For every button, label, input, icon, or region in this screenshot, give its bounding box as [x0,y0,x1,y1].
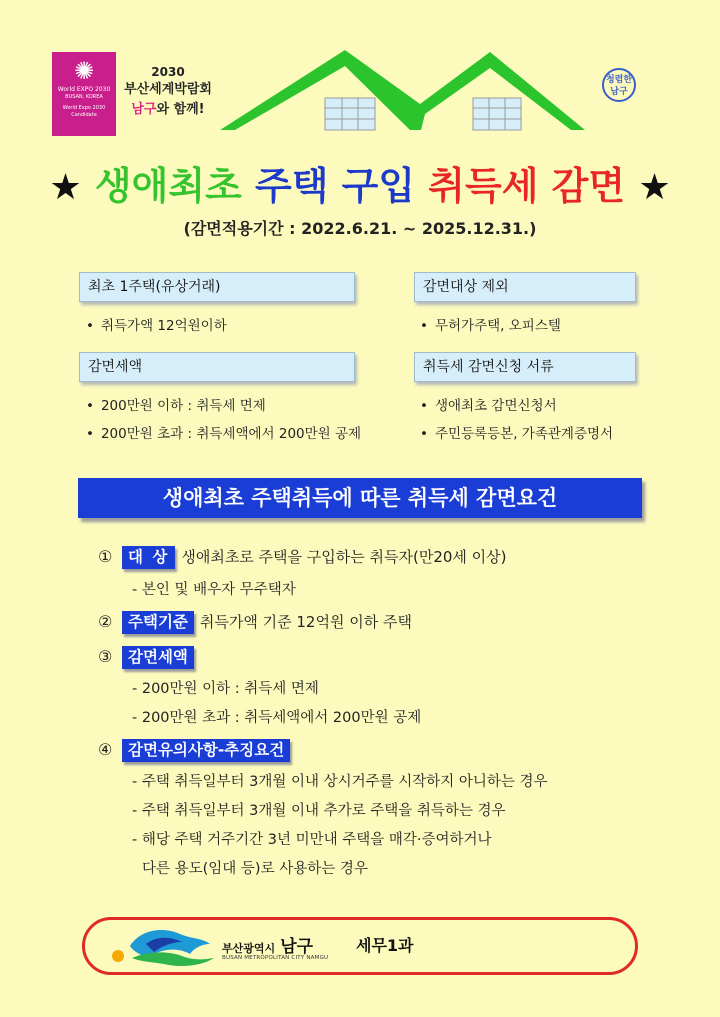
info-item: • 200만원 이하 : 취득세 면제 [86,398,266,414]
expo-badge-line3: World Expo 2030 Candidate [62,105,106,118]
requirement-2 [98,611,412,634]
expo-tagline [118,100,218,120]
requirement-tag: 감면세액 [122,646,194,669]
window-left-icon [325,98,375,130]
title-part3: 취득세 감면 [428,164,626,208]
requirement-sub: - 본인 및 배우자 무주택자 [132,582,296,598]
info-item: • 200만원 초과 : 취득세액에서 200만원 공제 [86,426,362,442]
requirement-tag: 감면유의사항-추징요건 [122,739,290,762]
expo-tagline-district: 남구 [131,102,157,117]
city-name: 부산광역시 [222,942,276,955]
requirements-banner: 생애최초 주택취득에 따른 취득세 감면요건 [78,478,642,518]
requirement-sub: - 200만원 이하 : 취득세 면제 [132,681,319,697]
requirement-number: ④ [98,740,113,759]
requirement-text: 취득가액 기준 12억원 이하 주택 [199,613,412,631]
info-item: • 생애최초 감면신청서 [420,398,557,414]
requirement-sub: 다른 용도(임대 등)로 사용하는 경우 [142,861,368,877]
expo-text [118,64,218,120]
district-english-name: BUSAN METROPOLITAN CITY NAMGU [222,955,329,961]
star-right-icon: ★ [638,167,671,208]
info-item: • 무허가주택, 오피스텔 [420,318,561,334]
expo-name: 부산세계박람회 [124,82,212,97]
requirement-sub: - 주택 취득일부터 3개월 이내 상시거주를 시작하지 아니하는 경우 [132,774,548,790]
info-item: • 주민등록등본, 가족관계증명서 [420,426,614,442]
requirement-4 [98,739,296,762]
requirement-tag: 주택기준 [122,611,194,634]
requirement-sub: - 200만원 초과 : 취득세액에서 200만원 공제 [132,710,422,726]
expo-badge-line2: BUSAN, KOREA [65,94,103,100]
info-header-documents: 취득세 감면신청 서류 [414,352,636,382]
requirement-1 [98,546,507,569]
requirement-text: 생애최초로 주택을 구입하는 취득자(만20세 이상) [181,548,507,566]
application-period: (감면적용기간 : 2022.6.21. ~ 2025.12.31.) [183,219,537,238]
expo-tagline-suffix: 와 함께! [156,102,205,117]
info-header-reduction-amount: 감면세액 [79,352,355,382]
requirement-sub: - 주택 취득일부터 3개월 이내 추가로 주택을 취득하는 경우 [132,803,506,819]
integrity-slogan-logo: 청렴한 남구 [602,68,636,102]
info-header-first-house: 최초 1주택(유상거래) [79,272,355,302]
expo-badge-line1: World EXPO 2030 [57,86,111,93]
window-right-icon [473,98,521,130]
house-roof-illustration [215,44,595,134]
page-title [0,158,720,216]
requirement-number: ① [98,547,113,566]
info-header-exclusions: 감면대상 제외 [414,272,636,302]
department-name: 세무1과 [356,936,414,955]
requirement-tag: 대 상 [122,546,175,569]
title-part2: 주택 구입 [255,164,416,208]
title-part1: 생애최초 [94,164,242,208]
expo-emblem-icon: ✺ [73,57,95,85]
info-item: • 취득가액 12억원이하 [86,318,227,334]
namgu-logo-icon [110,924,222,968]
requirement-3 [98,646,200,669]
star-left-icon: ★ [49,167,82,208]
requirement-number: ③ [98,647,113,666]
requirement-sub: - 해당 주택 거주기간 3년 미만내 주택을 매각·증여하거나 [132,832,492,848]
district-label: 남구 [280,937,314,957]
expo-logo [52,52,116,136]
expo-year: 2030 [151,65,185,79]
requirement-number: ② [98,612,113,631]
district-name [222,932,313,957]
